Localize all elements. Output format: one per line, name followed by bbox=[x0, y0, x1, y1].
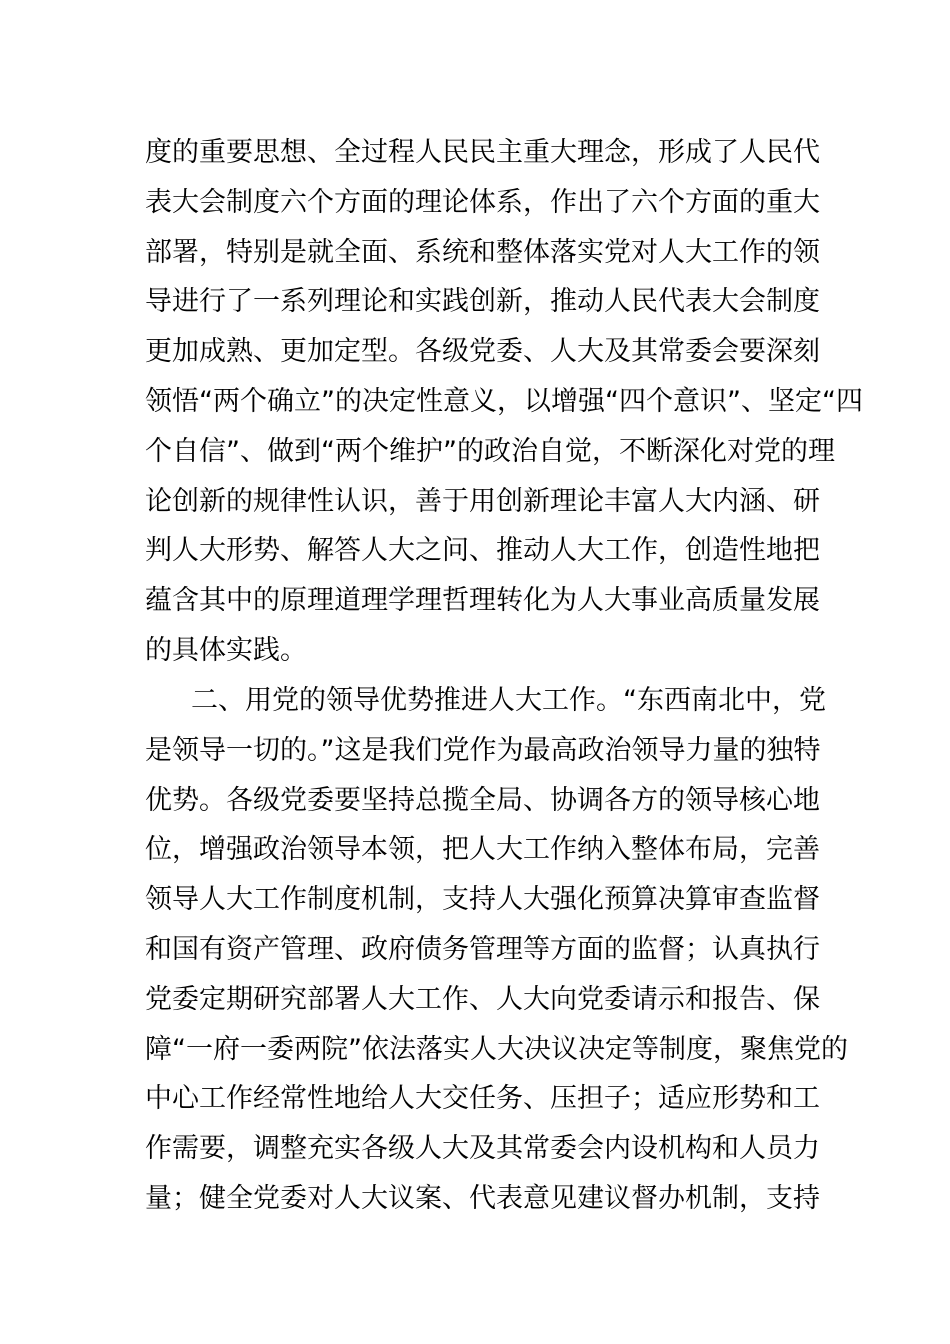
paragraph-2 bbox=[145, 676, 848, 1224]
paragraph-1-line: 判人大形势、解答人大之问、推动人大工作，创造性地把 bbox=[145, 535, 820, 567]
paragraph-1-line: 度的重要思想、全过程人民民主重大理念，形成了人民代 bbox=[145, 137, 820, 168]
paragraph-2-line: 作需要，调整充实各级人大及其常委会内设机构和人员力 bbox=[145, 1133, 820, 1165]
paragraph-1-line: 的具体实践。 bbox=[145, 634, 307, 666]
paragraph-2-line: 中心工作经常性地给人大交任务、压担子；适应形势和工 bbox=[145, 1083, 820, 1115]
paragraph-2-line: 位，增强政治领导本领，把人大工作纳入整体布局，完善 bbox=[145, 834, 820, 866]
paragraph-1-line: 个自信”、做到“两个维护”的政治自觉，不断深化对党的理 bbox=[145, 435, 835, 467]
paragraph-2-line: 二、用党的领导优势推进人大工作。“东西南北中，党 bbox=[191, 685, 826, 716]
paragraph-2-line: 量；健全党委对人大议案、代表意见建议督办机制，支持 bbox=[145, 1182, 820, 1214]
paragraph-2-line: 领导人大工作制度机制，支持人大强化预算决算审查监督 bbox=[145, 884, 820, 916]
paragraph-2-line: 优势。各级党委要坚持总揽全局、协调各方的领导核心地 bbox=[145, 784, 820, 816]
paragraph-1-line: 部署，特别是就全面、系统和整体落实党对人大工作的领 bbox=[145, 236, 820, 268]
paragraph-2-line: 障“一府一委两院”依法落实人大决议决定等制度，聚焦党的 bbox=[145, 1033, 848, 1065]
paragraph-1-line: 更加成熟、更加定型。各级党委、人大及其常委会要深刻 bbox=[145, 336, 820, 368]
paragraph-1-line: 表大会制度六个方面的理论体系，作出了六个方面的重大 bbox=[145, 186, 820, 218]
paragraph-1-line: 论创新的规律性认识，善于用创新理论丰富人大内涵、研 bbox=[145, 485, 820, 517]
paragraph-2-line: 和国有资产管理、政府债务管理等方面的监督；认真执行 bbox=[145, 933, 820, 965]
paragraph-2-line: 党委定期研究部署人大工作、人大向党委请示和报告、保 bbox=[145, 983, 820, 1015]
paragraph-1-line: 领悟“两个确立”的决定性意义，以增强“四个意识”、坚定“四 bbox=[145, 385, 863, 417]
paragraph-1 bbox=[145, 128, 863, 676]
paragraph-1-line: 蕴含其中的原理道理学理哲理转化为人大事业高质量发展 bbox=[145, 585, 820, 617]
paragraph-1-line: 导进行了一系列理论和实践创新，推动人民代表大会制度 bbox=[145, 286, 820, 318]
paragraph-2-line: 是领导一切的。”这是我们党作为最高政治领导力量的独特 bbox=[145, 734, 821, 766]
